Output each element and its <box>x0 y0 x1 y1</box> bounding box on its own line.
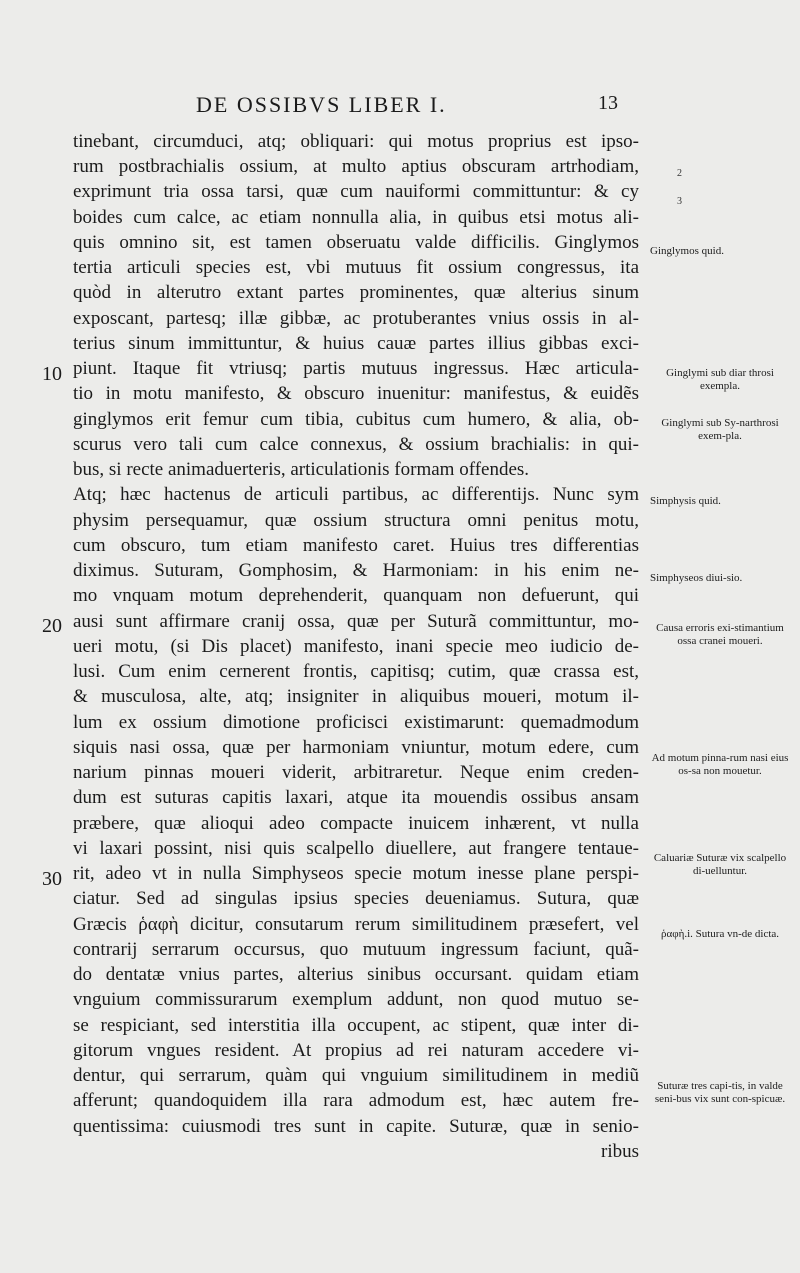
marginal-number-3: 3 <box>677 196 682 207</box>
marginal-number-2: 2 <box>677 168 682 179</box>
text-line: ueri motu, (si Dis placet) manifesto, inani specie meo iudicio de- <box>73 636 639 657</box>
text-line: Græcis ῥαφὴ dicitur, consutarum rerum similitudinem præsefert, vel <box>73 914 639 935</box>
text-line: ginglymos erit femur cum tibia, cubitus cum humero, & alia, ob- <box>73 409 639 430</box>
text-line: tinebant, circumduci, atq; obliquari: qui motus proprius est ipso- <box>73 131 639 152</box>
text-line: ausi sunt affirmare cranij ossa, quæ per Suturã committuntur, mo- <box>73 611 639 632</box>
text-line: quòd in alterutro extant partes prominentes, quæ alterius sinum <box>73 282 639 303</box>
text-line: lum ex ossium dimotione proficisci existimarunt: quemadmodum <box>73 712 639 733</box>
marginal-note: Ginglymi sub Sy-narthrosi exem-pla. <box>661 417 779 442</box>
text-line: narium pinnas moueri viderit, arbitraretur. Neque enim creden- <box>73 762 639 783</box>
text-line: quentissima: cuiusmodi tres sunt in capite. Suturæ, quæ in senio- <box>73 1116 639 1137</box>
text-line: tio in motu manifesto, & obscuro inuenitur: manifestus, & euidẽs <box>73 383 639 404</box>
text-line: physim persequamur, quæ ossium structura omni penitus motu, <box>73 510 639 531</box>
text-line: dum est suturas capitis laxari, atque ita mouendis ossibus ansam <box>73 787 639 808</box>
text-line: vi laxari possint, nisi quis scalpello diuellere, aut frangere tentaue- <box>73 838 639 859</box>
text-line: Atq; hæc hactenus de articuli partibus, ac differentijs. Nunc sym <box>73 484 639 505</box>
text-line: rum postbrachialis ossium, at multo aptius obscuram artrhodiam, <box>73 156 639 177</box>
text-line: do dentatæ vnius partes, alterius sinibus occursant. quidam etiam <box>73 964 639 985</box>
marginal-note: Ginglymos quid. <box>650 245 724 257</box>
text-line: contrarij serrarum occursus, quo mutuum ingressum faciunt, quã- <box>73 939 639 960</box>
text-line: piunt. Itaque fit vtriusq; partis mutuus ingressus. Hæc articula- <box>73 358 639 379</box>
text-line: exprimunt tria ossa tarsi, quæ cum nauiformi committuntur: & cy <box>73 181 639 202</box>
text-line: lusi. Cum enim cernerent frontis, capitisq; cutim, quæ crassa est, <box>73 661 639 682</box>
marginal-note: Suturæ tres capi-tis, in valde seni-bus vix sunt con-spicuæ. <box>654 1080 786 1105</box>
marginal-note: Simphyseos diui-sio. <box>650 572 743 584</box>
text-line: cum obscuro, tum etiam manifesto caret. Huius tres differentias <box>73 535 639 556</box>
marginal-note: Caluariæ Suturæ vix scalpello di-uelluntur. <box>653 852 787 877</box>
line-number-10: 10 <box>42 363 62 385</box>
text-line: scurus vero tali cum calce connexus, & ossium brachialis: in qui- <box>73 434 639 455</box>
text-line: se respiciant, sed interstitia illa occupent, ac stipent, quæ inter di- <box>73 1015 639 1036</box>
text-line: tertia articuli species est, vbi mutuus fit ossium congressus, ita <box>73 257 639 278</box>
running-header: DE OSSIBVS LIBER I. <box>196 92 447 117</box>
text-line: afferunt; quandoquidem illa rara admodum est, hæc autem fre- <box>73 1090 639 1111</box>
text-line: siquis nasi ossa, quæ per harmoniam vniuntur, motum edere, cum <box>73 737 639 758</box>
page-number: 13 <box>598 92 618 114</box>
marginal-note: Causa erroris exi-stimantium ossa cranei moueri. <box>656 622 784 647</box>
text-line: boides cum calce, ac etiam nonnulla alia, in quibus etsi motus ali- <box>73 207 639 228</box>
marginal-note: Ad motum pinna-rum nasi eius os-sa non mouetur. <box>651 752 789 777</box>
text-line: bus, si recte animaduerteris, articulationis formam offendes. <box>73 459 530 480</box>
marginal-note: Simphysis quid. <box>650 495 721 507</box>
line-number-30: 30 <box>42 868 62 890</box>
text-line: exposcant, partesq; illæ gibbæ, ac protuberantes vnius ossis in al- <box>73 308 639 329</box>
text-line: terius sinum immittuntur, & huius cauæ partes illius gibbas exci- <box>73 333 639 354</box>
text-line: mo vnquam motum deprehenderit, quanquam non defuerunt, qui <box>73 585 639 606</box>
text-line: & musculosa, alte, atq; insigniter in aliquibus moueri, motum il- <box>73 686 639 707</box>
catchword: ribus <box>601 1141 639 1162</box>
text-line: dentur, qui serrarum, quàm qui vnguium similitudinem in mediũ <box>73 1065 639 1086</box>
text-line: præbere, quæ alioqui adeo compacte inuicem inhærent, vt nulla <box>73 813 639 834</box>
text-line: vnguium commissurarum exemplum addunt, non quod mutuo se- <box>73 989 639 1010</box>
line-number-20: 20 <box>42 615 62 637</box>
text-line: gitorum vngues resident. At propius ad rei naturam accedere vi- <box>73 1040 639 1061</box>
text-line: ciatur. Sed ad singulas ipsius species deueniamus. Sutura, quæ <box>73 888 639 909</box>
marginal-note: ῥαφὴ.i. Sutura vn-de dicta. <box>660 928 780 940</box>
text-line: diximus. Suturam, Gomphosim, & Harmoniam: in his enim ne- <box>73 560 639 581</box>
text-line: rit, adeo vt in nulla Simphyseos specie motum inesse plane perspi- <box>73 863 639 884</box>
marginal-note: Ginglymi sub diar throsi exempla. <box>666 367 774 392</box>
text-line: quis omnino sit, est tamen obseruatu valde difficilis. Ginglymos <box>73 232 639 253</box>
